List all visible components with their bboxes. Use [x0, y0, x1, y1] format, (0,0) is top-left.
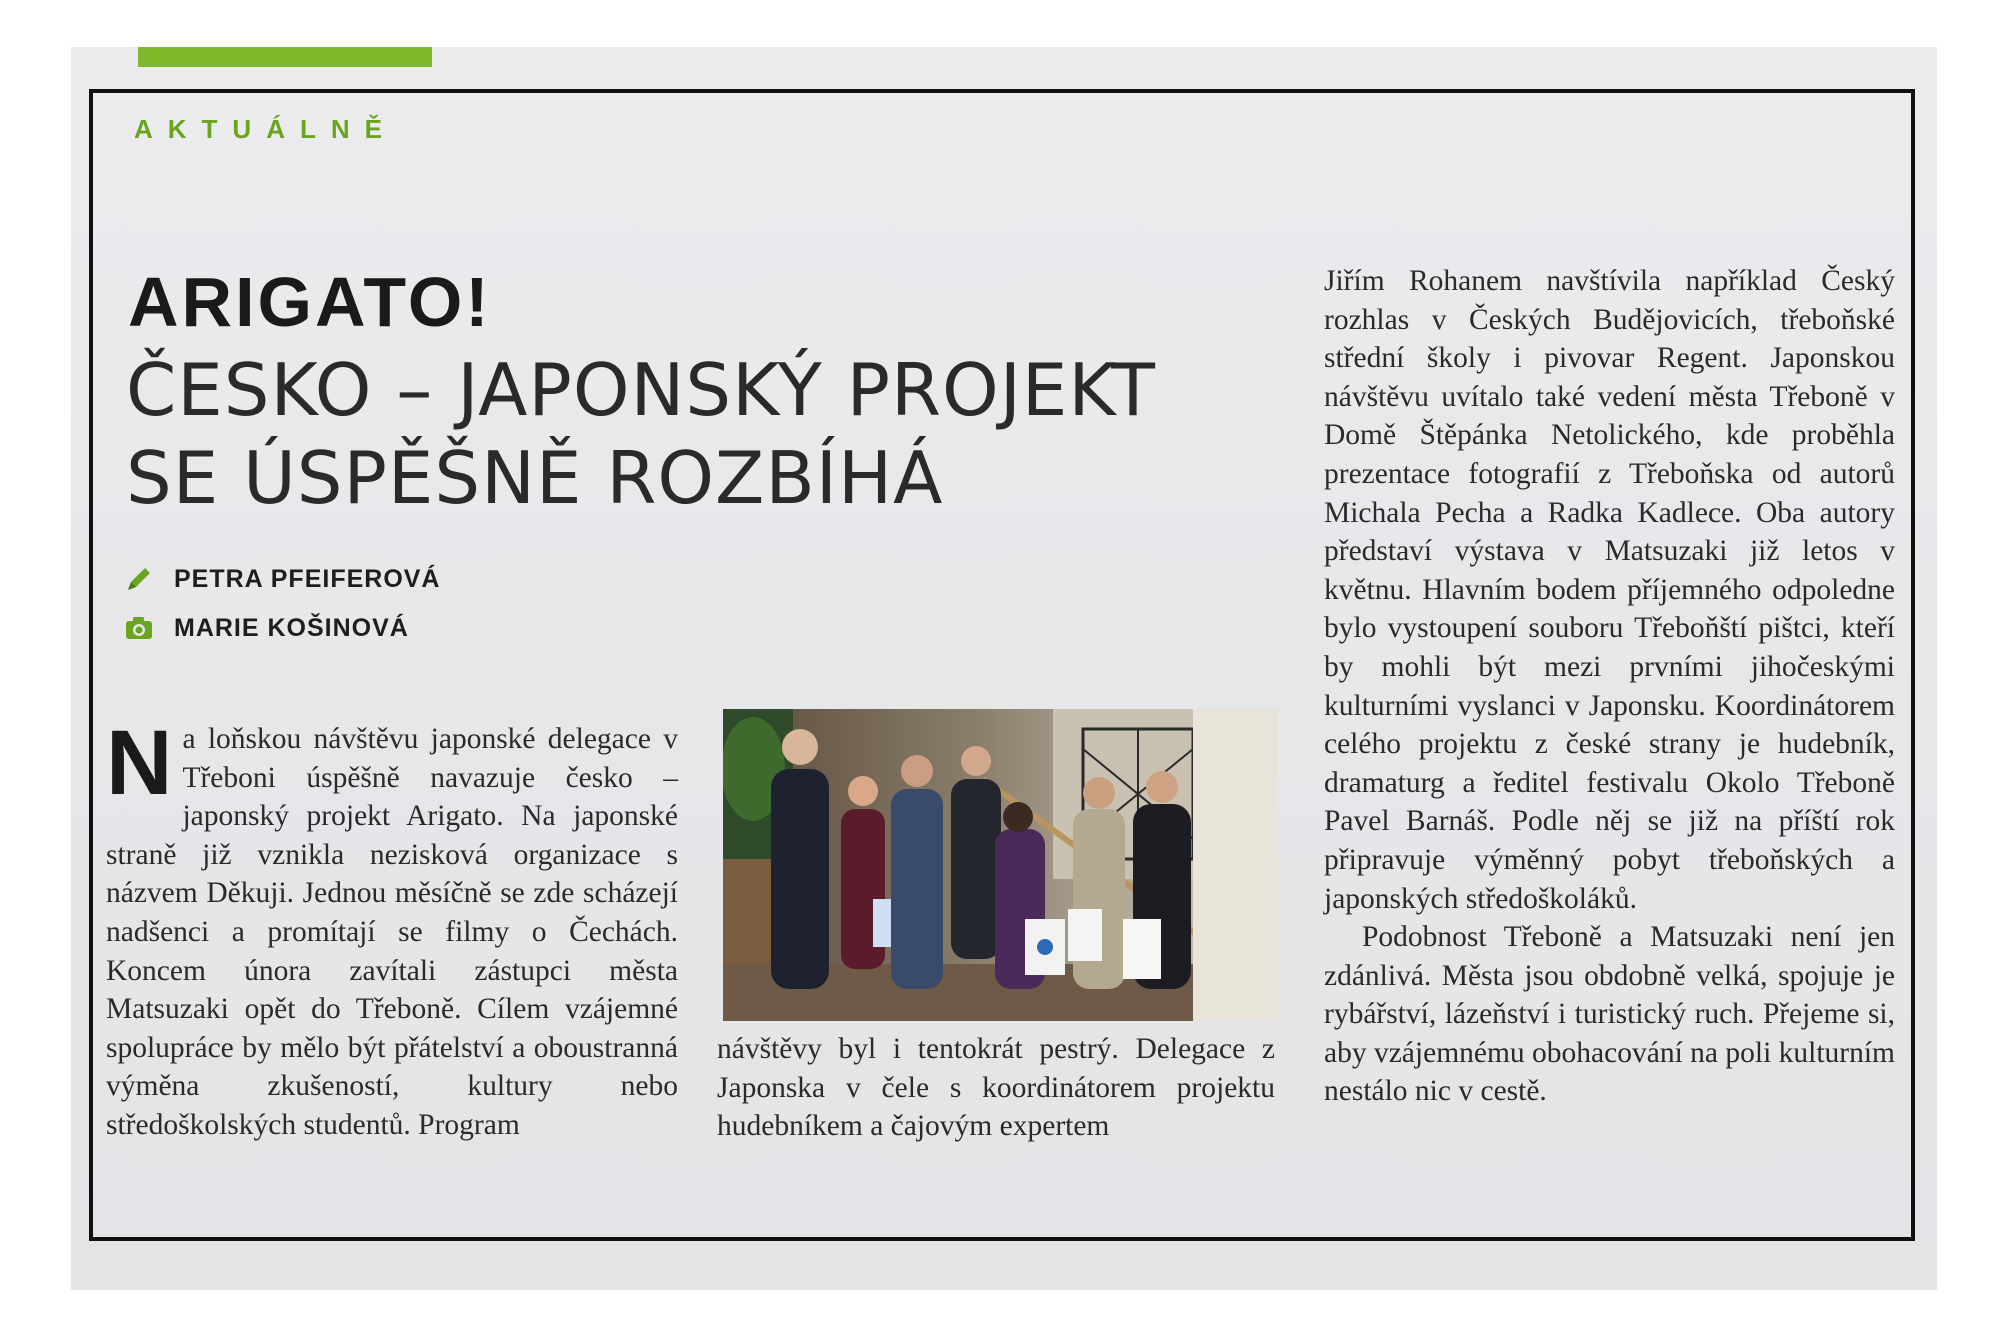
article-column-3 — [1324, 262, 1895, 1111]
headline-title: ARIGATO! — [128, 263, 492, 341]
photo-credit — [124, 610, 409, 646]
article-text: a loňskou návštěvu japonské delegace v Třeboni úspěšně navazuje česko – japonský projekt Arigato. Na japonské straně již vznikla nezisková organizace s názvem Děkuji. Jednou měsíčně se zde scházejí nadšenci a promítají se filmy o Čechách. Koncem února zavítali zástupci města Matsuzaki opět do Třeboně. Cílem vzájemné spolupráce by mělo být přátelství a oboustranná výměna zkušeností, kultury nebo středoškolských studentů. Program — [106, 723, 678, 1141]
article-column-2 — [717, 1030, 1275, 1146]
headline-subtitle-line-1: ČESKO – JAPONSKÝ PROJEKT — [126, 348, 1157, 432]
article-text: návštěvy byl i tentokrát pestrý. Delegace z Japonska v čele s koordinátorem projektu hudebníkem a čajovým expertem — [717, 1033, 1275, 1143]
photographer-name: MARIE KOŠINOVÁ — [174, 613, 409, 642]
article-column-1 — [106, 712, 678, 1145]
article-paragraph — [106, 712, 678, 1145]
article-paragraph-2: Podobnost Třeboně a Matsuzaki není jen zdánlivá. Města jsou obdobně velká, spojuje je rybářství, lázeňství i turistický ruch. Přejeme si, aby vzájemnému obohacování na poli kulturním nestálo nic v cestě. — [1324, 921, 1896, 1108]
author-name: PETRA PFEIFEROVÁ — [174, 564, 441, 593]
camera-icon — [124, 613, 154, 643]
delegation-photo — [723, 709, 1278, 1021]
headline-subtitle — [126, 346, 1286, 522]
article-paragraph-1: Jiřím Rohanem navštívila například Český rozhlas v Českých Budějovicích, třeboňské střední školy i pivovar Regent. Japonskou návštěvu uvítalo také vedení města Třeboně v Domě Štěpánka Netolického, kde proběhla prezentace fotografií z Třeboňska od autorů Michala Pecha a Radka Kadlece. Oba autory představí výstava v Matsuzaki již letos v květnu. Hlavním bodem příjemného odpoledne bylo vystoupení souboru Třeboňští pištci, kteří by mohli být mezi prvními jihočeskými kulturními vyslanci v Japonsku. Koordinátorem celého projektu z české strany je hudebník, dramaturg a ředitel festivalu Okolo Třeboně Pavel Barnáš. Podle něj se již na příští rok připravuje výměnný pobyt třeboňských a japonských středoškoláků. — [1324, 265, 1895, 915]
pencil-icon — [124, 564, 154, 594]
section-color-tab — [138, 47, 432, 67]
author-credit — [124, 561, 441, 597]
drop-cap: N — [106, 712, 173, 814]
headline-subtitle-line-2: SE ÚSPĚŠNĚ ROZBÍHÁ — [126, 436, 944, 520]
section-label: AKTUÁLNĚ — [134, 114, 397, 144]
